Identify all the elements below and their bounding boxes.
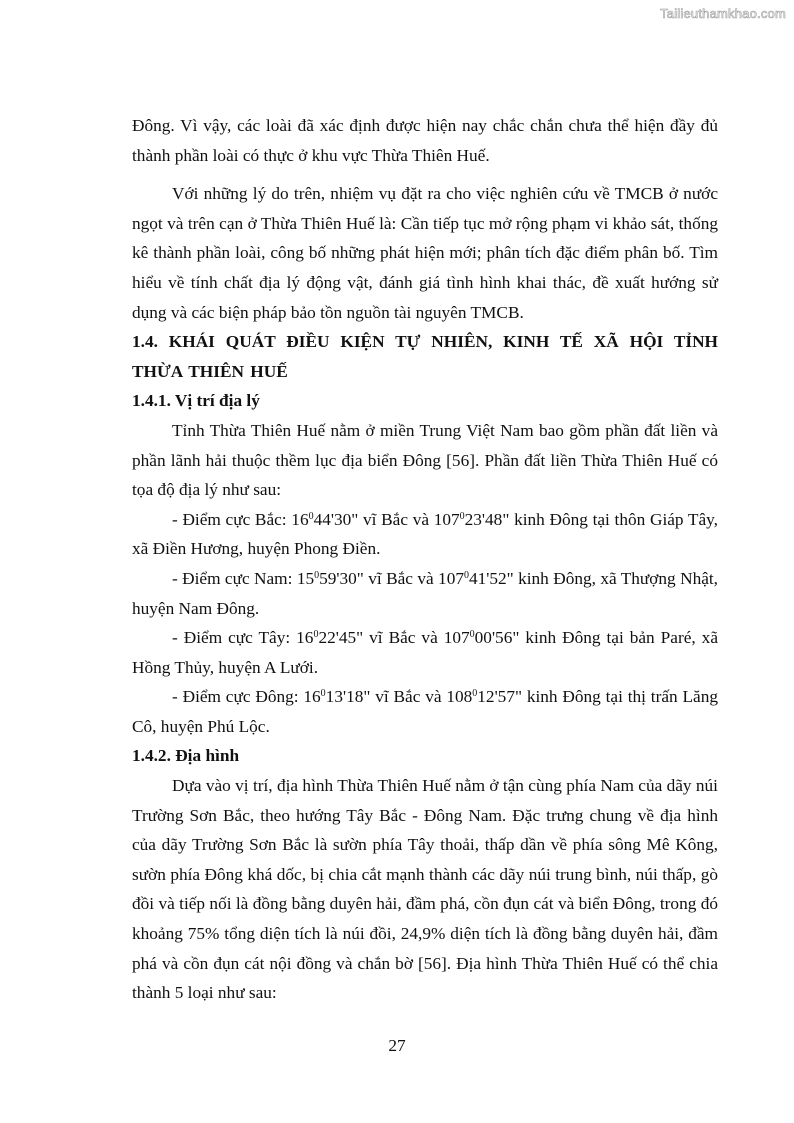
point-location: kinh Đông tại thôn Giáp Tây, xã Điền Hương, huyện Phong Điền. bbox=[132, 509, 718, 559]
point-label: - Điểm cực Nam: bbox=[172, 568, 297, 588]
coordinate-point-south bbox=[132, 564, 718, 623]
latitude-direction: vĩ Bắc và bbox=[363, 628, 444, 648]
paragraph-continuation: Đông. Vì vậy, các loài đã xác định được hiện nay chắc chắn chưa thể hiện đầy đủ thành phần loài có thực ở khu vực Thừa Thiên Huế. bbox=[132, 116, 718, 165]
point-location: kinh Đông tại thị trấn Lăng Cô, huyện Phú Lộc. bbox=[132, 687, 719, 736]
latitude-degrees: 16 bbox=[296, 628, 314, 648]
latitude-degrees: 16 bbox=[303, 687, 321, 707]
point-label: - Điểm cực Đông: bbox=[172, 687, 304, 707]
page-body bbox=[132, 111, 718, 1008]
degree-sign: 0 bbox=[469, 629, 475, 641]
point-location: kinh Đông tại bản Paré, xã Hồng Thủy, huyện A Lưới. bbox=[132, 628, 718, 677]
coordinate-point-north bbox=[132, 505, 718, 564]
coordinate-point-west bbox=[132, 623, 718, 682]
paragraph-research-tasks: Với những lý do trên, nhiệm vụ đặt ra cho việc nghiên cứu về TMCB ở nước ngọt và trên cạn ở Thừa Thiên Huế là: Cần tiếp tục mở rộng phạm vi khảo sát, thống kê thành phần loài, công bố những phát hiện mới; phân tích đặc điểm phân bố. Tìm hiểu về tính chất địa lý động vật, đánh giá tình hình khai thác, đề xuất hướng sử dụng và các biện pháp bảo tồn nguồn tài nguyên TMCB. bbox=[132, 184, 718, 322]
longitude-degrees: 107 bbox=[433, 509, 460, 529]
degree-sign: 0 bbox=[459, 510, 465, 522]
latitude-minutes-seconds: 59'30" bbox=[319, 568, 364, 588]
degree-sign: 0 bbox=[314, 569, 320, 581]
point-label: - Điểm cực Bắc: bbox=[172, 509, 292, 529]
coordinate-point-east bbox=[132, 682, 718, 741]
latitude-direction: vĩ Bắc và bbox=[363, 568, 439, 588]
longitude-degrees: 107 bbox=[443, 628, 470, 648]
degree-sign: 0 bbox=[472, 688, 478, 700]
longitude-minutes-seconds: 00'56" bbox=[474, 628, 520, 648]
latitude-direction: vĩ Bắc và bbox=[358, 509, 434, 529]
section-heading-1-4-1: 1.4.1. Vị trí địa lý bbox=[132, 391, 260, 411]
paragraph-terrain: Dựa vào vị trí, địa hình Thừa Thiên Huế nằm ở tận cùng phía Nam của dãy núi Trường Sơn Bắc, theo hướng Tây Bắc - Đông Nam. Đặc trưng chung về địa hình của dãy Trường Sơn Bắc là sườn phía Tây thoải, thấp dần về phía sông Mê Kông, sườn phía Đông khá dốc, bị chia cắt mạnh thành các dãy núi trung bình, núi thấp, gò đồi và tiếp nối là đồng bằng duyên hải, đầm phá, cồn đụn cát và biển Đông, trong đó khoảng 75% tổng diện tích là núi đồi, 24,9% diện tích là đồng bằng duyên hải, đầm phá và cồn đụn cát nội đồng và chắn bờ [56]. Địa hình Thừa Thiên Huế có thể chia thành 5 loại như sau: bbox=[132, 776, 718, 1003]
watermark: Tailieuthamkhao.com bbox=[660, 6, 786, 21]
latitude-minutes-seconds: 44'30" bbox=[313, 509, 359, 529]
longitude-minutes-seconds: 41'52" bbox=[468, 568, 514, 588]
longitude-minutes-seconds: 23'48" bbox=[464, 509, 510, 529]
latitude-degrees: 15 bbox=[296, 568, 315, 588]
latitude-minutes-seconds: 22'45" bbox=[318, 628, 364, 648]
degree-sign: 0 bbox=[308, 510, 314, 522]
latitude-degrees: 16 bbox=[291, 509, 309, 529]
page-number: 27 bbox=[388, 1036, 406, 1055]
section-heading-1-4-2: 1.4.2. Địa hình bbox=[132, 746, 240, 766]
degree-sign: 0 bbox=[313, 629, 319, 641]
degree-sign: 0 bbox=[320, 688, 326, 700]
section-heading-1-4: 1.4. KHÁI QUÁT ĐIỀU KIỆN TỰ NHIÊN, KINH TẾ XÃ HỘI TỈNH THỪA THIÊN HUẾ bbox=[132, 332, 718, 381]
paragraph-location-intro: Tỉnh Thừa Thiên Huế nằm ở miền Trung Việt Nam bao gồm phần đất liền và phần lãnh hải thuộc thềm lục địa biển Đông [56]. Phần đất liền Thừa Thiên Huế có tọa độ địa lý như sau: bbox=[132, 420, 718, 500]
latitude-minutes-seconds: 13'18" bbox=[325, 687, 371, 707]
longitude-degrees: 108 bbox=[446, 687, 473, 707]
point-label: - Điểm cực Tây: bbox=[172, 628, 297, 648]
point-location: kinh Đông, xã Thượng Nhật, huyện Nam Đông. bbox=[132, 568, 719, 618]
longitude-minutes-seconds: 12'57" bbox=[477, 687, 523, 707]
degree-sign: 0 bbox=[463, 569, 469, 581]
longitude-degrees: 107 bbox=[438, 568, 464, 588]
latitude-direction: vĩ Bắc và bbox=[370, 687, 447, 707]
